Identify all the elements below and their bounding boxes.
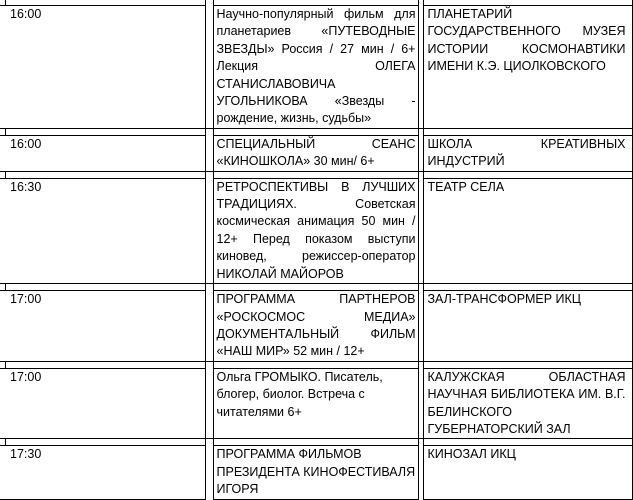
venue-cell: КАЛУЖСКАЯ ОБЛАСТНАЯ НАУЧНАЯ БИБЛИОТЕКА ИМ. В.Г. БЕЛИНСКОГО ГУБЕРНАТОРСКИЙ ЗАЛ — [423, 368, 632, 439]
event-cell: ПРОГРАММА ФИЛЬМОВ ПРЕЗИДЕНТА КИНОФЕСТИВАЛЯ ИГОРЯ — [213, 446, 418, 499]
time-cell: 17:00 — [5, 291, 205, 362]
table-row — [0, 135, 632, 171]
table-row — [0, 291, 632, 362]
time-cell: 17:00 — [5, 368, 205, 439]
event-cell: СПЕЦИАЛЬНЫЙ СЕАНС «КИНОШКОЛА» 30 мин/ 6+ — [213, 135, 418, 171]
time-cell: 17:30 — [5, 446, 205, 499]
venue-cell: ТЕАТР СЕЛА — [423, 178, 632, 283]
row-gap — [0, 361, 632, 368]
row-gap — [0, 128, 632, 135]
table-row — [0, 446, 632, 499]
venue-cell: ШКОЛА КРЕАТИВНЫХ ИНДУСТРИЙ — [423, 135, 632, 171]
time-cell: 16:30 — [5, 178, 205, 283]
time-cell: 16:00 — [5, 6, 205, 129]
event-cell: ПРОГРАММА ПАРТНЕРОВ «РОСКОСМОС МЕДИА» ДОКУМЕНТАЛЬНЫЙ ФИЛЬМ «НАШ МИР» 52 мин / 12+ — [213, 291, 418, 362]
event-cell: Научно-популярный фильм для планетариев «ПУТЕВОДНЫЕ ЗВЕЗДЫ» Россия / 27 мин / 6+ Лекция ОЛЕГА СТАНИСЛАВОВИЧА УГОЛЬНИКОВА «Звезды - рождение, жизнь, судьбы» — [213, 6, 418, 129]
row-gap — [0, 171, 632, 178]
event-cell: РЕТРОСПЕКТИВЫ В ЛУЧШИХ ТРАДИЦИЯХ. Советская космическая анимация 50 мин / 12+ Перед показом выступи киновед, режиссер-оператор НИКОЛАЙ МАЙОРОВ — [213, 178, 418, 283]
table-row — [0, 6, 632, 129]
row-gap — [0, 284, 632, 291]
time-cell: 16:00 — [5, 135, 205, 171]
venue-cell: ПЛАНЕТАРИЙ ГОСУДАРСТВЕННОГО МУЗЕЯ ИСТОРИИ КОСМОНАВТИКИ ИМЕНИ К.Э. ЦИОЛКОВСКОГО — [423, 6, 632, 129]
row-gap — [0, 439, 632, 446]
venue-cell: КИНОЗАЛ ИКЦ — [423, 446, 632, 499]
venue-cell: ЗАЛ-ТРАНСФОРМЕР ИКЦ — [423, 291, 632, 362]
event-cell: Ольга ГРОМЫКО. Писатель, блогер, биолог. Встреча с читателями 6+ — [213, 368, 418, 439]
table-row — [0, 178, 632, 283]
table-row — [0, 368, 632, 439]
